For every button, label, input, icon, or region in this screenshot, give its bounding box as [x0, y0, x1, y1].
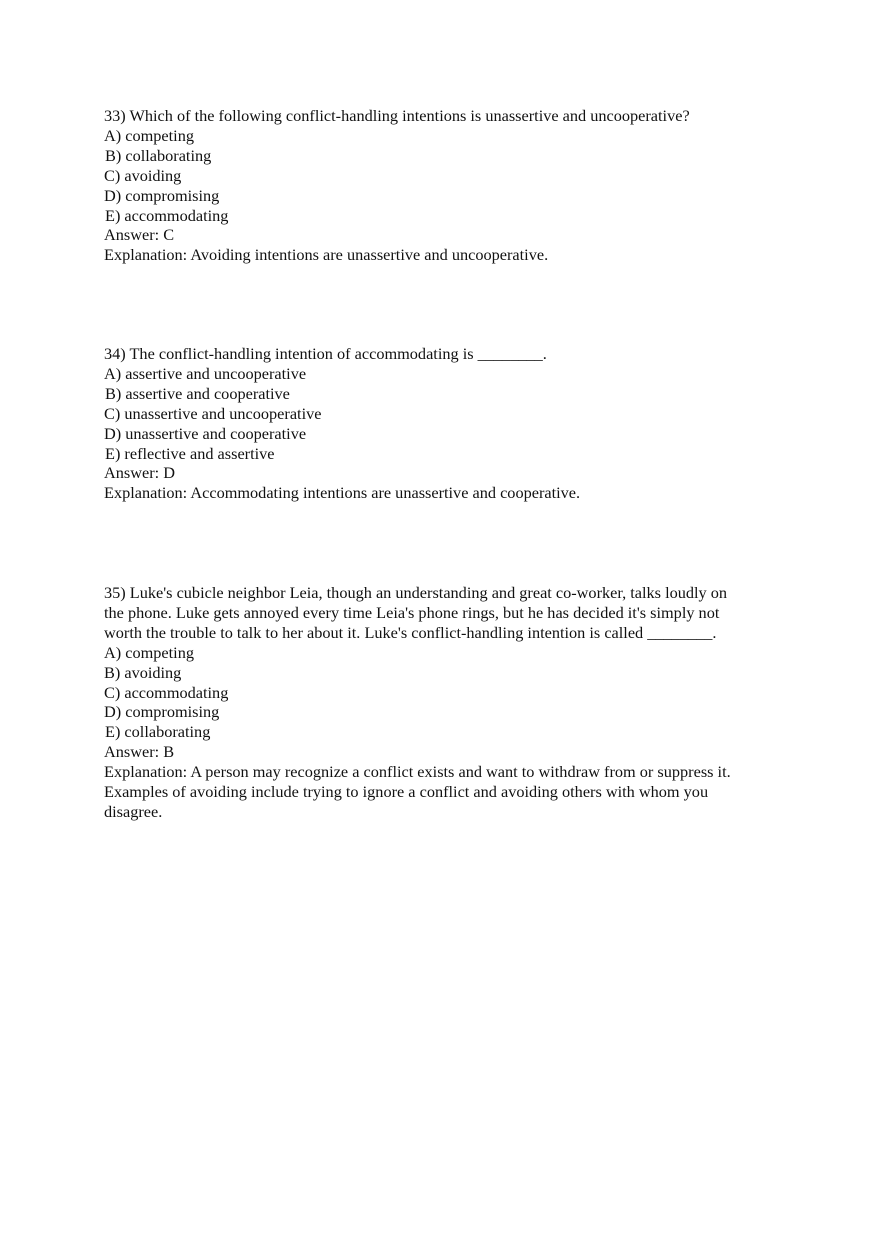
option-e: E) reflective and assertive — [105, 443, 275, 463]
question-stem: 33) Which of the following conflict-handling intentions is unassertive and uncooperative? — [104, 106, 690, 125]
option-e: E) accommodating — [105, 205, 229, 225]
question-stem: 34) The conflict-handling intention of accommodating is ________. — [104, 344, 547, 363]
question-stem-line: the phone. Luke gets annoyed every time Leia's phone rings, but he has decided it's simply not — [104, 602, 720, 622]
question-33 — [104, 106, 784, 265]
option-a: A) assertive and uncooperative — [104, 363, 307, 383]
answer: Answer: D — [104, 463, 175, 483]
explanation: Explanation: Accommodating intentions are unassertive and cooperative. — [104, 483, 581, 503]
question-35 — [104, 583, 784, 822]
question-34 — [104, 344, 784, 503]
option-a: A) competing — [104, 125, 194, 145]
answer: Answer: B — [104, 742, 175, 762]
option-a: A) competing — [104, 642, 194, 662]
option-b: B) collaborating — [105, 145, 212, 165]
option-d: D) unassertive and cooperative — [104, 423, 307, 443]
option-c: C) unassertive and uncooperative — [104, 403, 322, 423]
option-c: C) accommodating — [104, 682, 229, 702]
option-d: D) compromising — [104, 185, 220, 205]
option-b: B) avoiding — [104, 662, 182, 682]
answer: Answer: C — [104, 225, 175, 245]
explanation: Explanation: Avoiding intentions are unassertive and uncooperative. — [104, 245, 549, 265]
explanation-line: disagree. — [104, 801, 163, 821]
explanation-line: Examples of avoiding include trying to ignore a conflict and avoiding others with whom you — [104, 782, 709, 802]
option-d: D) compromising — [104, 702, 220, 722]
question-stem-line: worth the trouble to talk to her about it. Luke's conflict-handling intention is called ________. — [104, 622, 717, 642]
question-stem-line: 35) Luke's cubicle neighbor Leia, though an understanding and great co-worker, talks loudly on — [104, 583, 728, 602]
option-b: B) assertive and cooperative — [105, 383, 290, 403]
option-e: E) collaborating — [105, 722, 211, 742]
option-c: C) avoiding — [104, 165, 182, 185]
explanation-line: Explanation: A person may recognize a conflict exists and want to withdraw from or suppress it. — [104, 762, 731, 782]
